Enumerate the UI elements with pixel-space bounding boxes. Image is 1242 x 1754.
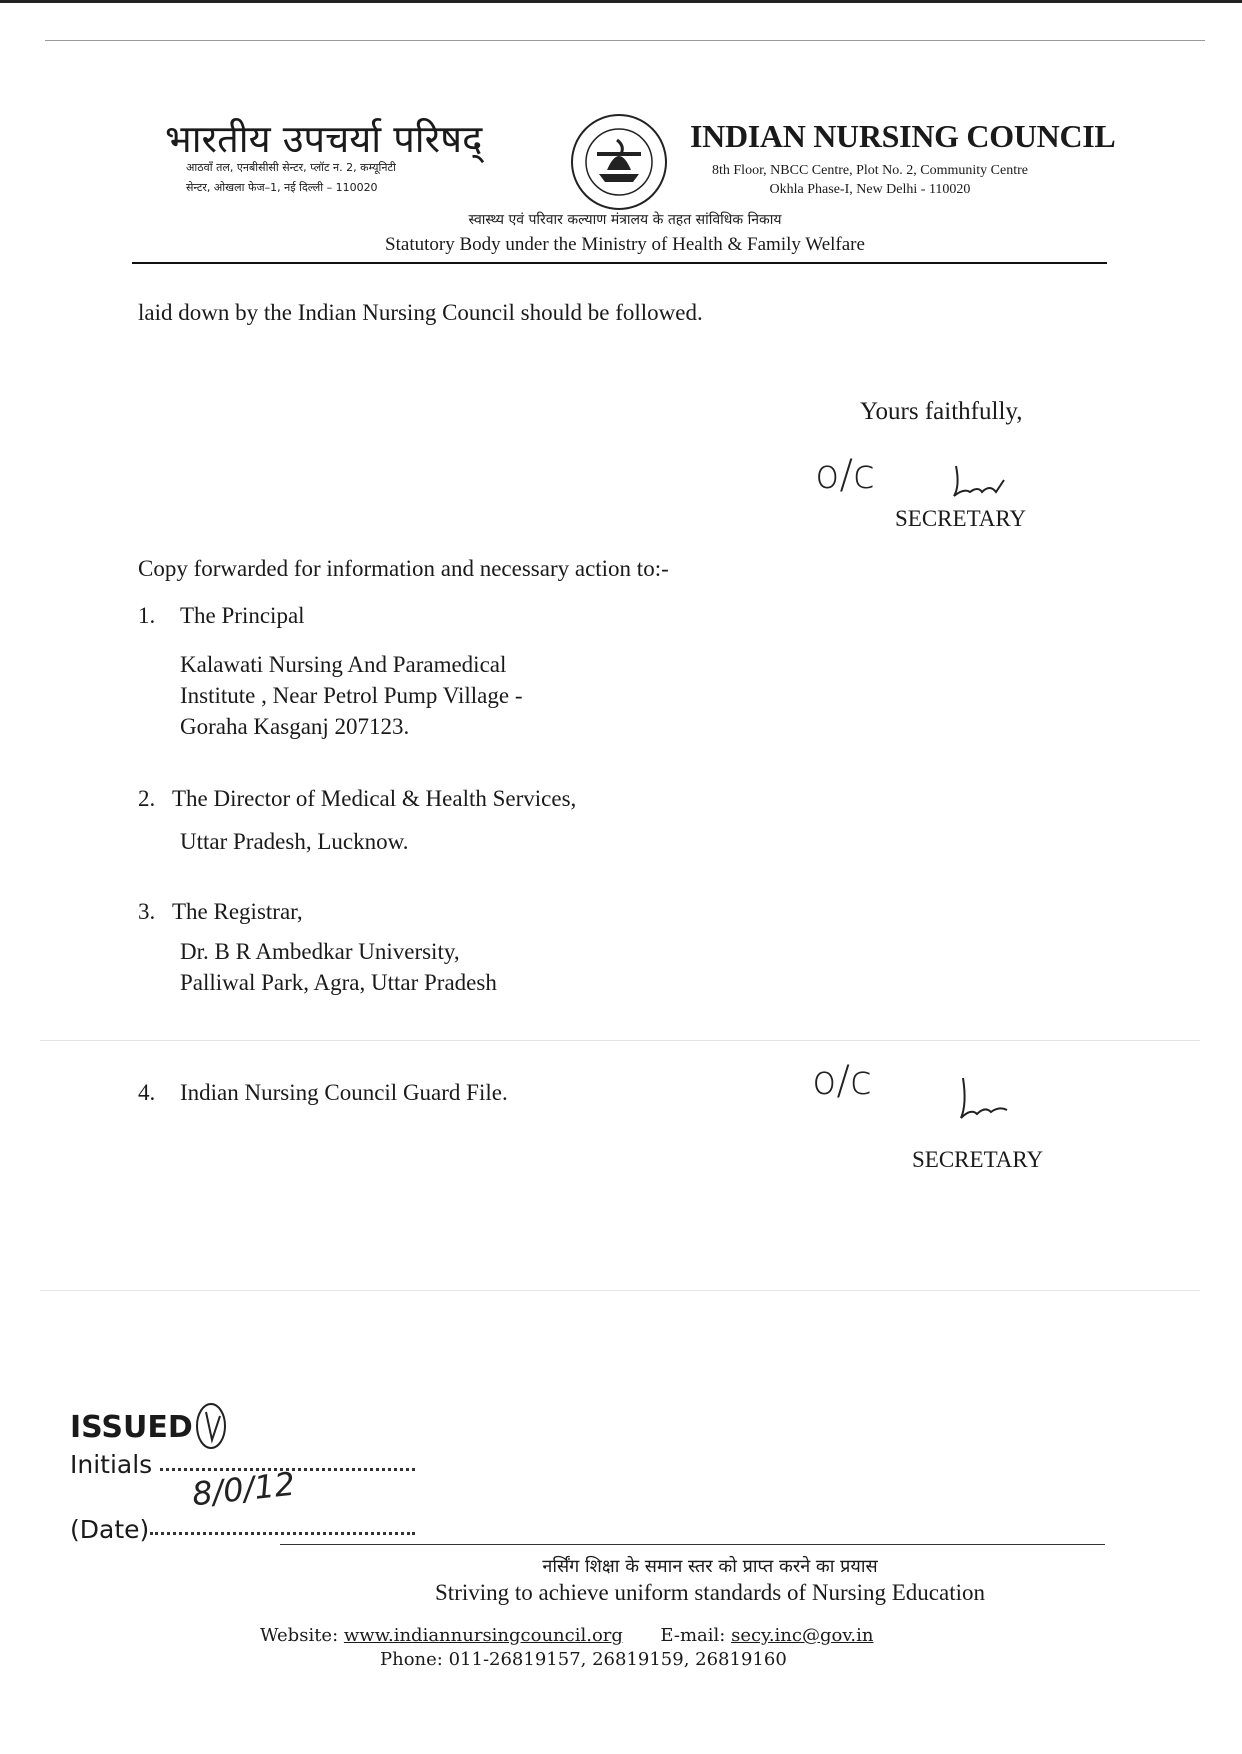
second-signatory-title: SECRETARY — [912, 1147, 1044, 1172]
recipient-4-number: 4. — [138, 1080, 156, 1105]
stamp-date-label: (Date) — [70, 1515, 150, 1544]
scan-artifact-line — [40, 1040, 1200, 1041]
top-border — [0, 0, 1242, 3]
recipient-1-number: 1. — [138, 603, 156, 628]
english-address-line1: 8th Floor, NBCC Centre, Plot No. 2, Community Centre — [712, 163, 1028, 178]
hindi-address-line1: आठवाँ तल, एनबीसीसी सेन्टर, प्लॉट न. 2, कम्यूनिटी — [186, 161, 396, 174]
letterhead-rule — [132, 262, 1107, 264]
footer-motto-english: Striving to achieve uniform standards of Nursing Education — [435, 1580, 985, 1605]
footer-rule — [280, 1544, 1105, 1545]
website-link[interactable]: www.indiannursingcouncil.org — [343, 1625, 623, 1646]
recipient-1-title: The Principal — [180, 603, 305, 628]
english-council-title: INDIAN NURSING COUNCIL — [690, 118, 1116, 154]
recipient-1-line1: Kalawati Nursing And Paramedical — [180, 652, 507, 677]
footer-motto-hindi: नर्सिंग शिक्षा के समान स्तर को प्राप्त करने का प्रयास — [542, 1556, 878, 1577]
recipient-2-title: The Director of Medical & Health Services, — [172, 786, 577, 811]
signatory-title: SECRETARY — [895, 506, 1027, 531]
website-label: Website: — [260, 1625, 339, 1646]
recipient-2-line1: Uttar Pradesh, Lucknow. — [180, 829, 409, 854]
recipient-1-line2: Institute , Near Petrol Pump Village - — [180, 683, 523, 708]
phone-line — [380, 1649, 787, 1670]
recipient-3-line1: Dr. B R Ambedkar University, — [180, 939, 460, 964]
email-link[interactable]: secy.inc@gov.in — [731, 1625, 874, 1646]
recipient-3-title: The Registrar, — [172, 899, 303, 924]
email-label: E-mail: — [660, 1625, 726, 1646]
recipient-3-number: 3. — [138, 899, 156, 924]
opening-line: laid down by the Indian Nursing Council should be followed. — [138, 300, 703, 325]
signature-initials: o/c — [815, 452, 875, 498]
hindi-council-title: भारतीय उपचर्या परिषद् — [165, 117, 483, 161]
issued-stamp-initials-icon — [190, 1400, 232, 1456]
handwritten-date: 8/0/12 — [190, 1464, 297, 1514]
recipient-3-line2: Palliwal Park, Agra, Uttar Pradesh — [180, 970, 497, 995]
signature-scribble — [948, 462, 1008, 502]
stamp-initials-label: Initials — [70, 1450, 153, 1479]
scan-artifact-line-2 — [40, 1290, 1200, 1291]
copy-forwarded-line: Copy forwarded for information and necessary action to:- — [138, 556, 669, 581]
hindi-address-line2: सेन्टर, ओखला फेज–1, नई दिल्ली – 110020 — [186, 181, 378, 194]
council-seal-icon — [569, 112, 669, 212]
website-line — [260, 1625, 873, 1646]
recipient-1-line3: Goraha Kasganj 207123. — [180, 714, 410, 739]
date-dotted-line — [150, 1532, 415, 1535]
second-signature-initials: o/c — [812, 1058, 872, 1104]
issued-stamp: ISSUED — [70, 1410, 193, 1445]
second-signature-scribble — [955, 1076, 1015, 1126]
phone-label: Phone: — [380, 1649, 443, 1670]
statutory-english: Statutory Body under the Ministry of Health & Family Welfare — [385, 234, 865, 255]
english-address-line2: Okhla Phase-I, New Delhi - 110020 — [769, 182, 971, 197]
recipient-2-number: 2. — [138, 786, 156, 811]
scan-line — [45, 40, 1205, 41]
closing-salutation: Yours faithfully, — [860, 398, 1023, 425]
recipient-4-title: Indian Nursing Council Guard File. — [180, 1080, 508, 1105]
phone-numbers: 011-26819157, 26819159, 26819160 — [448, 1649, 787, 1670]
statutory-hindi: स्वास्थ्य एवं परिवार कल्याण मंत्रालय के तहत सांविधिक निकाय — [468, 212, 782, 228]
